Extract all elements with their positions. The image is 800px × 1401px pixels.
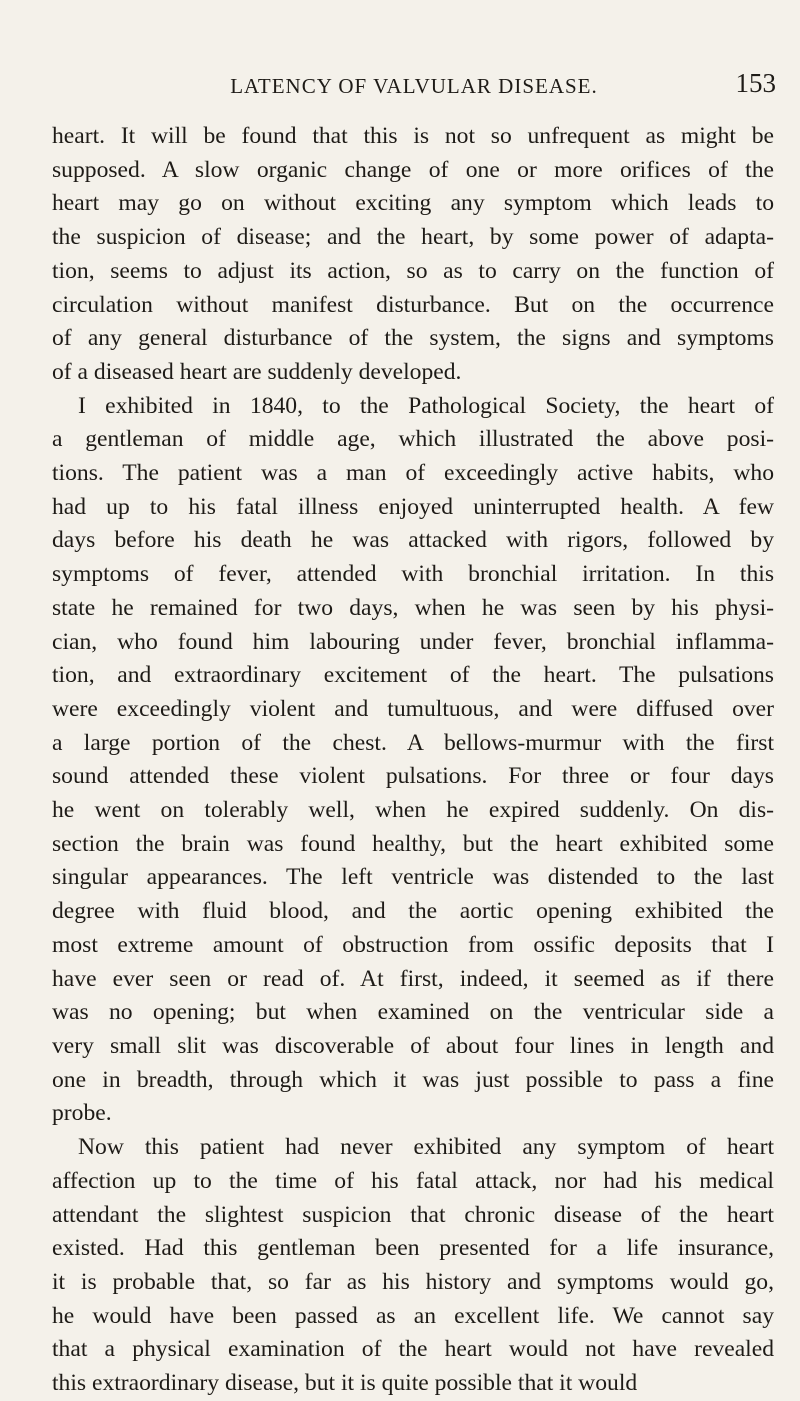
text-line: a large portion of the chest. A bellows-murmur with the first	[52, 729, 774, 756]
text-line: he would have been passed as an excellent life. We cannot say	[52, 1302, 774, 1329]
text-line: section the brain was found healthy, but the heart exhibited some	[52, 830, 774, 857]
text-line: that a physical examination of the heart would not have revealed	[52, 1336, 774, 1363]
text-line: tions. The patient was a man of exceedingly active habits, who	[52, 460, 774, 487]
text-line: cian, who found him labouring under fever, bronchial inflamma-	[52, 628, 774, 655]
text-line: most extreme amount of obstruction from ossific deposits that I	[52, 931, 774, 958]
text-line: have ever seen or read of. At first, indeed, it seemed as if there	[52, 965, 774, 992]
text-line: symptoms of fever, attended with bronchial irritation. In this	[52, 561, 774, 588]
text-line: affection up to the time of his fatal attack, nor had his medical	[52, 1167, 774, 1194]
text-line: state he remained for two days, when he was seen by his physi-	[52, 594, 774, 621]
text-line: a gentleman of middle age, which illustrated the above posi-	[52, 426, 774, 453]
text-line: days before his death he was attacked with rigors, followed by	[52, 527, 774, 554]
text-line: sound attended these violent pulsations. For three or four days	[52, 763, 774, 790]
text-line: degree with fluid blood, and the aortic opening exhibited the	[52, 898, 774, 925]
text-line: the suspicion of disease; and the heart, by some power of adapta-	[52, 224, 774, 251]
text-line: circulation without manifest disturbance. But on the occurrence	[52, 291, 774, 318]
text-line: I exhibited in 1840, to the Pathological Society, the heart of	[78, 392, 774, 419]
text-line: heart. It will be found that this is not so unfrequent as might be	[52, 123, 774, 149]
text-line: attendant the slightest suspicion that chronic disease of the heart	[52, 1201, 774, 1228]
text-line: Now this patient had never exhibited any symptom of heart	[78, 1134, 774, 1161]
text-line: of any general disturbance of the system, the signs and symptoms	[52, 325, 774, 352]
text-line: supposed. A slow organic change of one or more orifices of the	[52, 156, 774, 183]
text-line: tion, seems to adjust its action, so as to carry on the function of	[52, 257, 774, 284]
paragraph	[52, 390, 774, 1131]
text-line: this extraordinary disease, but it is quite possible that it would	[52, 1370, 638, 1397]
body-text	[52, 120, 774, 1401]
text-line: of a diseased heart are suddenly developed.	[52, 358, 462, 385]
text-line: one in breadth, through which it was just possible to pass a fine	[52, 1066, 774, 1093]
text-line: tion, and extraordinary excitement of the heart. The pulsations	[52, 662, 774, 689]
text-line: were exceedingly violent and tumultuous, and were diffused over	[52, 695, 774, 722]
paragraph	[52, 120, 774, 390]
text-line: singular appearances. The left ventricle was distended to the last	[52, 864, 774, 891]
paragraph	[52, 1131, 774, 1401]
running-title: LATENCY OF VALVULAR DISEASE.	[230, 74, 598, 98]
text-line: very small slit was discoverable of about four lines in length and	[52, 1032, 774, 1059]
text-line: was no opening; but when examined on the ventricular side a	[52, 999, 774, 1026]
text-line: it is probable that, so far as his history and symptoms would go,	[52, 1268, 774, 1295]
text-line: probe.	[52, 1100, 112, 1127]
page-header	[52, 68, 776, 102]
text-line: existed. Had this gentleman been presented for a life insurance,	[52, 1235, 774, 1262]
page-number: 153	[735, 68, 776, 98]
text-line: had up to his fatal illness enjoyed uninterrupted health. A few	[52, 493, 774, 520]
text-line: heart may go on without exciting any symptom which leads to	[52, 190, 774, 217]
text-line: he went on tolerably well, when he expired suddenly. On dis-	[52, 797, 774, 824]
